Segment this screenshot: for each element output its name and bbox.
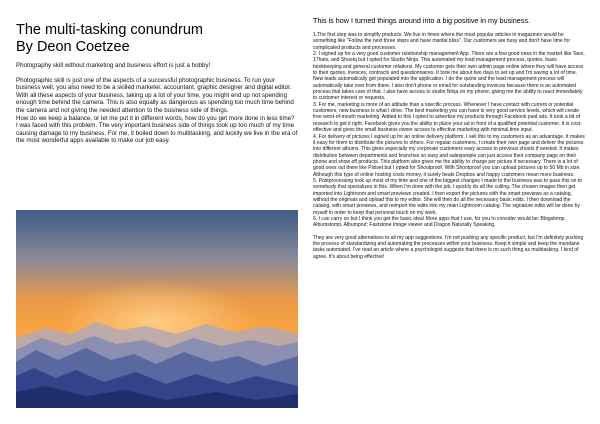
title-line-1: The multi-tasking conundrum [16,22,203,38]
list-item-2: 2. I signed up for a very good customer relationship management App. There are a few good ones in the market like Tave, 17hats, and Shootq but I opted for Studio Ninja. This automated my lead management process, quotes, basic bookkeeping and general customer relations. My customer gets their own admin page online where they will have access to their quotes, invoices, contracts and questionnaires. It took me about two days to set up and I'm saving a lot of time. New leads automatically get populated into the application. I do the quote and the lead management process will automatically take over from there. I also don't phone or email for outstanding invoices because there is an automated process that takes care of that. I also have access to studio Ninja on my phone, giving me the ability to react immediately to customer interest or requests. [313,51,585,102]
list-item-4: 4. For delivery of pictures I signed up for an online delivery platform. I sell this to my customers as an advantage. It makes it easy for them to distribute the pictures to others. For regular customers, I create their own page and deliver the pictures into different albums. This gives especially my corporate customers easy access to previous shoots if needed. It makes distribution between departments and branches so easy and salespeople can just access their company page on their phone and show off products. This platform also gives me the ability to charge per picture if necessary. There is a lot of good ones out there like Pixiset but I opted for Shootproof. With Shootproof you can upload pictures up to 50 Mb in size. Although this type of online hosting costs money, it surely beats Dropbox and happy customers mean more business. [313,133,585,178]
left-column [16,22,299,145]
intro-paragraph-1: Photographic skill is just one of the aspects of a successful photographic business. To run your business well, you also need to be a skilled marketer, accountant, graphic designer and digital editor. [16,76,292,92]
intro-paragraph-4: I was faced with this problem. The very important business side of things took up too much of my time causing damage to my business. For me, it boiled down to multitasking, and luckily we live in the era of the most wonderful apps available to make our job easy. [16,122,298,145]
intro-tagline: Photography skill without marketing and business effort is just a hobby! [16,62,211,69]
right-column [313,16,585,260]
list-item-6: 6. I can carry on but I think you get the basic idea! More apps that I use, for you to consider would be: Blogstomp, Albumstomp, Albumpruf; Faststone image viewer and Dragon Naturally Speaking. [313,215,566,229]
title-byline: By Deon Coetzee [16,39,130,55]
list-item-3: 3. For me, marketing is more of an attitude than a specific process. Whenever I have contact with current or potential customers, new business is what I drive. The best marketing you can have is very good service levels, which will create free word-of-mouth marketing. Added to this I opted to advertise my products through Facebook paid ads. It took a bit of research to get it right. Facebook gives you the ability to place your ad in front of a qualified potential customer. It is cost-effective and gives the small business owner access to effective marketing with minimal time input. [313,101,582,134]
closing-paragraph: They are very good alternatives to all my app suggestions. I'm not pushing any specific product, but I'm definitely pushing the process of standardizing and automating the processes within your business. Keep it simple and keep the mundane tasks automated. I've read an article where a psychologist suggests that there is no such thing as multitasking. I kind of agree. It's about being effective! [313,234,584,260]
right-heading: This is how I turned things around into a big positive in my business. [313,16,530,25]
intro-paragraph-2: With all these aspects of your business, taking up a lot of your time, you might end up not spending enough time behind the camera. This is also equally as dangerous as spending too much time behind the camera and not giving the needed attention to the business side of things. [16,91,294,114]
article-title [16,22,299,56]
mountain-sunset-photo [16,210,298,408]
list-item-5: 5. Postprocessing took up most of my time and one of the biggest changes I made to the business was to pass this on to somebody that specializes in this. When I'm done with the job, I quickly do all the culling. The chosen images then get imported into Lightroom and smart previews created. I then export the pictures with the smart previews as a catalog, without the originals and upload this to my editor. She will then do all the necessary basic edits. I then download the catalog, with smart previews, and reimport the edits into my main Lightroom catalog. The signature edits will be done by myself in order to keep that personal touch on my work. [313,177,583,216]
list-item-1: 1.The first step was to simplify products. We live in times where the most popular articles in magazines would be something like "Follow the next three steps and have marital bliss". Our customers are busy and don't have time for complicated products and processes. [313,32,571,51]
intro-paragraph-3: How do we keep a balance, or let me put it in different words, how do you get more done in less time? [16,114,295,122]
